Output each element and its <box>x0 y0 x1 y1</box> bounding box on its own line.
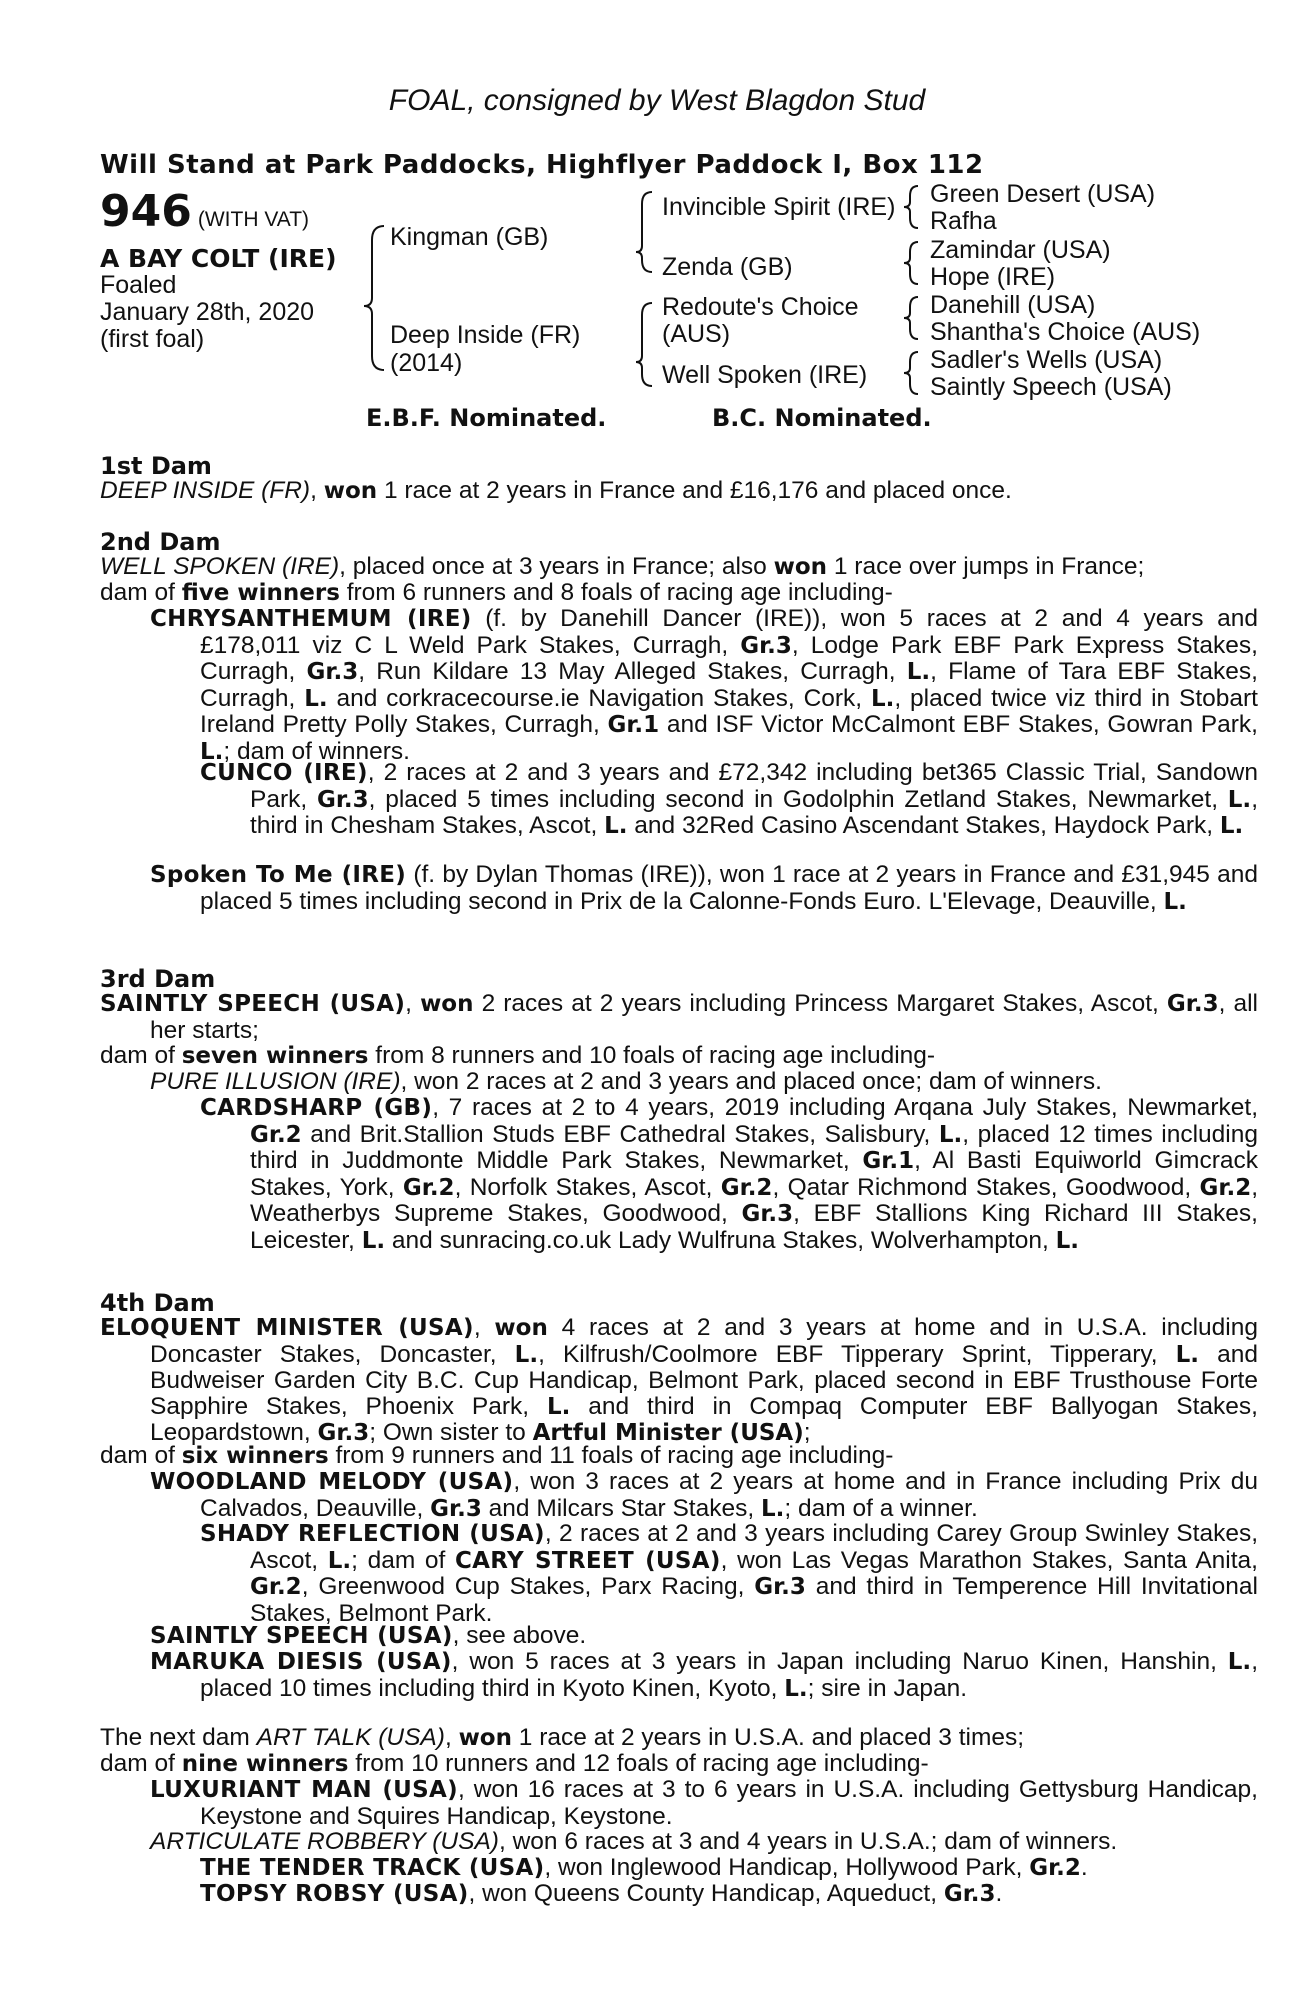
dam4-progeny-4 <box>150 1649 1258 1702</box>
pedigree-dam: Deep Inside (FR) <box>390 321 581 349</box>
grade: Gr.3 <box>741 1201 794 1227</box>
listed: L. <box>760 1495 785 1522</box>
pedigree-sire-dam: Zenda (GB) <box>662 253 793 281</box>
dam2-record-end: 1 race over jumps in France; <box>827 553 1145 580</box>
text: dam of <box>100 1442 182 1469</box>
dam3-line1: SAINTLY SPEECH (USA), won 2 races at 2 years including Princess Margaret Stakes, Ascot, Gr.3, all her starts; <box>100 990 1258 1044</box>
progeny-name: CARDSHARP (GB) <box>200 1095 433 1121</box>
pedigree-dam-year: (2014) <box>390 349 463 377</box>
text: , Norfolk Stakes, Ascot, <box>454 1173 721 1201</box>
listed: L. <box>938 1121 963 1148</box>
text: , won 6 races at 3 and 4 years in U.S.A.; dam of winners. <box>498 1828 1118 1855</box>
text: 2 races at 2 years including Princess Margaret Stakes, Ascot, <box>473 990 1167 1017</box>
grade: Gr.2 <box>250 1574 302 1600</box>
listed: L. <box>1227 786 1252 813</box>
text: , won 5 races at 3 years in Japan including Naruo Kinen, Hanshin, <box>451 1648 1228 1675</box>
pedigree-dam-dam: Well Spoken (IRE) <box>662 361 868 389</box>
text: , see above. <box>452 1622 587 1649</box>
listed: L. <box>1219 813 1244 839</box>
next-dam-name: ART TALK (USA) <box>256 1724 445 1751</box>
text: , Al Basti Equiworld Gimcrack Stakes, York, <box>250 1147 1258 1201</box>
text: , won 3 races at 2 years at home and in France including Prix du Calvados, Deauville, <box>200 1468 1258 1522</box>
text: , 2 races at 2 and 3 years and £72,342 including bet365 Classic Trial, Sandown Park, <box>250 759 1258 813</box>
text: dam of <box>100 1750 182 1777</box>
dam4-progeny-3 <box>150 1623 1208 1650</box>
text: ; <box>803 1419 811 1446</box>
sister-name: Artful Minister (USA) <box>532 1420 804 1446</box>
grade: Gr.1 <box>607 712 660 738</box>
listed: L. <box>514 1341 539 1368</box>
listed: L. <box>870 685 895 712</box>
text: , all her starts; <box>150 990 1258 1044</box>
text: , EBF Stallions King Richard III Stakes, Leicester, <box>250 1200 1258 1254</box>
text: , Kilfrush/Coolmore EBF Tipperary Sprint, Tipperary, <box>538 1340 1176 1368</box>
consignor-header: FOAL, consigned by West Blagdon Stud <box>388 84 926 117</box>
dam3-line2 <box>100 1043 1208 1070</box>
progeny-name: TOPSY ROBSY (USA) <box>200 1881 469 1907</box>
listed: L. <box>1163 888 1187 915</box>
dam3-progeny-1 <box>150 1069 1208 1095</box>
dam2-progeny-2 <box>200 760 1258 840</box>
dam4-line1: ELOQUENT MINISTER (USA), won 4 races at 2 and 3 years at home and in U.S.A. including Doncaster Stakes, Doncaster, L., Kilfrush/Coolmore EBF Tipperary Sprint, Tipperary, L. and Budweiser Garden City B.C. Cup Handicap, Belmont Park, placed second in EBF Trusthouse Forte Sapphire Stakes, Phoenix Park, L. and third in Compaq Computer EBF Ballyogan Stakes, Leopardstown, Gr.3; Own sister to Artful Minister (USA); <box>100 1314 1258 1446</box>
text: and ISF Victor McCalmont EBF Stakes, Gowran Park, <box>659 711 1258 738</box>
dam4-heading: 4th Dam <box>100 1289 215 1317</box>
listed: L. <box>200 738 224 765</box>
grade: Gr.2 <box>402 1174 455 1201</box>
stable-location: Will Stand at Park Paddocks, Highflyer Paddock I, Box 112 <box>100 150 984 180</box>
winners-count: six winners <box>181 1443 329 1469</box>
pedigree-sss: Green Desert (USA) <box>930 180 1156 208</box>
progeny-name: MARUKA DIESIS (USA) <box>150 1649 452 1675</box>
text: dam of <box>100 579 182 606</box>
pedigree-sire: Kingman (GB) <box>390 223 549 251</box>
pedigree-dam-sire-country: (AUS) <box>662 320 731 348</box>
won-label: won <box>323 478 378 504</box>
text: . <box>995 1880 1003 1907</box>
text: and third in Compaq Computer EBF Ballyogan Stakes, Leopardstown, <box>150 1392 1258 1446</box>
listed: L. <box>361 1227 386 1254</box>
grade: Gr.3 <box>306 659 359 685</box>
text: , third in Chesham Stakes, Ascot, <box>250 785 1258 839</box>
text: , Lodge Park EBF Park Express Stakes, Curragh, <box>200 631 1258 685</box>
text: from 9 runners and 11 foals of racing age including- <box>328 1442 894 1469</box>
listed: L. <box>784 1675 808 1702</box>
text: (f. by Dylan Thomas (IRE)), won 1 race at 2 years in France and £31,945 and placed 5 times including second in Prix de la Calonne-Fonds Euro. L'Elevage, Deauville, <box>200 861 1258 915</box>
text: , 2 races at 2 and 3 years including Carey Group Swinley Stakes, Ascot, <box>250 1520 1259 1574</box>
progeny-name: THE TENDER TRACK (USA) <box>200 1855 545 1881</box>
dam2-line2 <box>100 580 1208 607</box>
grade: Gr.3 <box>740 632 792 659</box>
listed: L. <box>304 685 328 712</box>
text: , won Las Vegas Marathon Stakes, Santa Anita, <box>720 1546 1258 1574</box>
vat-label: (WITH VAT) <box>197 208 310 231</box>
progeny-name: ARTICULATE ROBBERY (USA) <box>150 1828 499 1855</box>
listed: L. <box>1175 1341 1200 1368</box>
dam4-progeny-2 <box>200 1521 1258 1626</box>
pedigree-dds: Sadler's Wells (USA) <box>930 346 1163 374</box>
next-dam-progeny-4 <box>200 1881 1208 1908</box>
text: The next dam <box>100 1724 257 1751</box>
text: , 7 races at 2 to 4 years, 2019 including Arqana July Stakes, Newmarket, <box>432 1094 1259 1121</box>
text: , won 16 races at 3 to 6 years in U.S.A. including Gettysburg Handicap, Keystone and Squires Handicap, Keystone. <box>200 1776 1258 1830</box>
dam4-line2 <box>100 1443 1208 1470</box>
progeny-name: SHADY REFLECTION (USA) <box>200 1521 545 1547</box>
progeny-name: PURE ILLUSION (IRE) <box>150 1068 401 1095</box>
text: . <box>1080 1854 1088 1881</box>
text: , placed 12 times including third in Juddmonte Middle Park Stakes, Newmarket, <box>250 1120 1259 1174</box>
text: and corkracecourse.ie Navigation Stakes, Cork, <box>327 684 871 712</box>
winners-count: five winners <box>181 580 340 606</box>
pedigree-ssd: Rafha <box>930 207 997 235</box>
text: ; dam of a winner. <box>784 1494 978 1522</box>
text: , won 2 races at 2 and 3 years and placed once; dam of winners. <box>400 1068 1102 1095</box>
text: , Greenwood Cup Stakes, Parx Racing, <box>301 1573 755 1600</box>
text: (f. by Danehill Dancer (IRE)), won 5 races at 2 and 4 years and £178,011 viz C L Weld Park Stakes, Curragh, <box>200 605 1258 659</box>
next-dam-line2 <box>100 1751 1208 1778</box>
listed: L. <box>604 813 628 839</box>
won-label: won <box>420 991 474 1017</box>
dam2-heading: 2nd Dam <box>100 528 221 556</box>
dam1-name: DEEP INSIDE (FR) <box>100 477 311 504</box>
text: 1 race at 2 years in U.S.A. and placed 3 times; <box>512 1724 1025 1751</box>
text: , won Queens County Handicap, Aqueduct, <box>468 1880 944 1907</box>
pedigree-sire-sire: Invincible Spirit (IRE) <box>662 193 896 221</box>
dam2-progeny-1 <box>150 606 1258 765</box>
text: ; dam of winners. <box>223 737 410 765</box>
pedigree-dss: Danehill (USA) <box>930 291 1096 319</box>
text: dam of <box>100 1042 182 1069</box>
text: , Run Kildare 13 May Alleged Stakes, Curragh, <box>358 658 907 685</box>
text: 4 races at 2 and 3 years at home and in U.S.A. including Doncaster Stakes, Doncaster, <box>150 1314 1258 1368</box>
dam1-record: 1 race at 2 years in France and £16,176 and placed once. <box>377 477 1012 504</box>
listed: L. <box>906 659 931 685</box>
foal-note: (first foal) <box>100 325 205 353</box>
grade: Gr.3 <box>316 786 369 813</box>
dam3-progeny-2 <box>200 1095 1258 1254</box>
progeny-name: WOODLAND MELODY (USA) <box>150 1469 514 1495</box>
won-label: won <box>494 1315 548 1341</box>
progeny-name: Spoken To Me (IRE) <box>150 862 407 888</box>
grade: Gr.3 <box>754 1574 806 1600</box>
listed: L. <box>1055 1227 1079 1254</box>
grade: Gr.2 <box>1029 1855 1081 1881</box>
text: , <box>444 1724 459 1751</box>
grade: Gr.3 <box>1166 991 1219 1017</box>
next-dam-progeny-2 <box>150 1829 1208 1855</box>
grade: Gr.3 <box>317 1420 370 1446</box>
text: , Weatherbys Supreme Stakes, Goodwood, <box>250 1173 1259 1227</box>
grade: Gr.2 <box>250 1121 302 1148</box>
won-label: won <box>458 1725 512 1751</box>
text: ; dam of <box>351 1546 455 1574</box>
foaled-date: January 28th, 2020 <box>100 298 315 326</box>
dam2-line1 <box>100 554 1208 581</box>
grade: Gr.2 <box>720 1174 773 1201</box>
text: , placed 5 times including second in Godolphin Zetland Stakes, Newmarket, <box>368 785 1228 813</box>
grade: Gr.3 <box>943 1881 996 1907</box>
listed: L. <box>1227 1649 1252 1675</box>
dam2-progeny-3 <box>150 862 1258 915</box>
listed: L. <box>546 1393 571 1420</box>
dam3-name: SAINTLY SPEECH (USA) <box>100 991 406 1017</box>
progeny-name: CARY STREET (USA) <box>454 1547 721 1574</box>
won-label: won <box>773 554 828 580</box>
text: , won Inglewood Handicap, Hollywood Park, <box>544 1854 1030 1881</box>
text: and third in Temperence Hill Invitational Stakes, Belmont Park. <box>250 1573 1258 1627</box>
pedigree-dsd: Shantha's Choice (AUS) <box>930 318 1201 346</box>
progeny-name: SAINTLY SPEECH (USA) <box>150 1623 453 1649</box>
text: , placed 10 times including third in Kyoto Kinen, Kyoto, <box>200 1648 1258 1702</box>
text: and Budweiser Garden City B.C. Cup Handicap, Belmont Park, placed second in EBF Trusthouse Forte Sapphire Stakes, Phoenix Park, <box>150 1340 1258 1420</box>
pedigree-dam-sire: Redoute's Choice <box>662 293 859 321</box>
grade: Gr.2 <box>1199 1174 1252 1201</box>
next-dam-progeny-3 <box>200 1855 1208 1882</box>
text: , Qatar Richmond Stakes, Goodwood, <box>772 1173 1200 1201</box>
text: ; sire in Japan. <box>807 1674 968 1702</box>
text: ; Own sister to <box>369 1419 533 1446</box>
grade: Gr.3 <box>430 1495 482 1522</box>
listed: L. <box>327 1547 352 1574</box>
winners-count: nine winners <box>181 1751 349 1777</box>
lot-name: A BAY COLT (IRE) <box>100 244 337 273</box>
bc-nominated: B.C. Nominated. <box>712 404 932 432</box>
dam1-text: DEEP INSIDE (FR), won 1 race at 2 years in France and £16,176 and placed once. <box>100 477 1012 504</box>
next-dam-line1 <box>100 1725 1208 1752</box>
winners-count: seven winners <box>181 1043 369 1069</box>
pedigree-ddd: Saintly Speech (USA) <box>930 373 1172 401</box>
text: from 6 runners and 8 foals of racing age including- <box>339 579 893 606</box>
next-dam-progeny-1 <box>150 1777 1258 1829</box>
text: , placed twice viz third in Stobart Ireland Pretty Polly Stakes, Curragh, <box>200 684 1258 738</box>
ebf-nominated: E.B.F. Nominated. <box>366 404 607 432</box>
grade: Gr.1 <box>862 1148 915 1174</box>
dam2-name: WELL SPOKEN (IRE) <box>100 553 340 580</box>
dam2-record: , placed once at 3 years in France; also <box>339 553 774 580</box>
text: and Milcars Star Stakes, <box>481 1494 761 1522</box>
dam1-heading: 1st Dam <box>100 452 212 480</box>
text: , Flame of Tara EBF Stakes, Curragh, <box>200 658 1258 712</box>
pedigree-sdd: Hope (IRE) <box>930 263 1056 291</box>
progeny-name: CUNCO (IRE) <box>200 760 368 786</box>
pedigree-sds: Zamindar (USA) <box>930 236 1111 264</box>
progeny-name: LUXURIANT MAN (USA) <box>150 1777 458 1803</box>
foaled-label: Foaled <box>100 271 177 299</box>
dam4-name: ELOQUENT MINISTER (USA) <box>100 1315 474 1341</box>
progeny-name: CHRYSANTHEMUM (IRE) <box>150 606 472 632</box>
text: from 10 runners and 12 foals of racing age including- <box>348 1750 929 1777</box>
dam3-heading: 3rd Dam <box>100 965 216 993</box>
text: and Brit.Stallion Studs EBF Cathedral Stakes, Salisbury, <box>301 1120 939 1148</box>
text: and sunracing.co.uk Lady Wulfruna Stakes, Wolverhampton, <box>385 1226 1056 1254</box>
text: from 8 runners and 10 foals of racing age including- <box>368 1042 936 1069</box>
lot-number: 946 <box>100 186 192 237</box>
dam4-progeny-1 <box>150 1469 1258 1522</box>
text: and 32Red Casino Ascendant Stakes, Haydock Park, <box>627 812 1220 839</box>
